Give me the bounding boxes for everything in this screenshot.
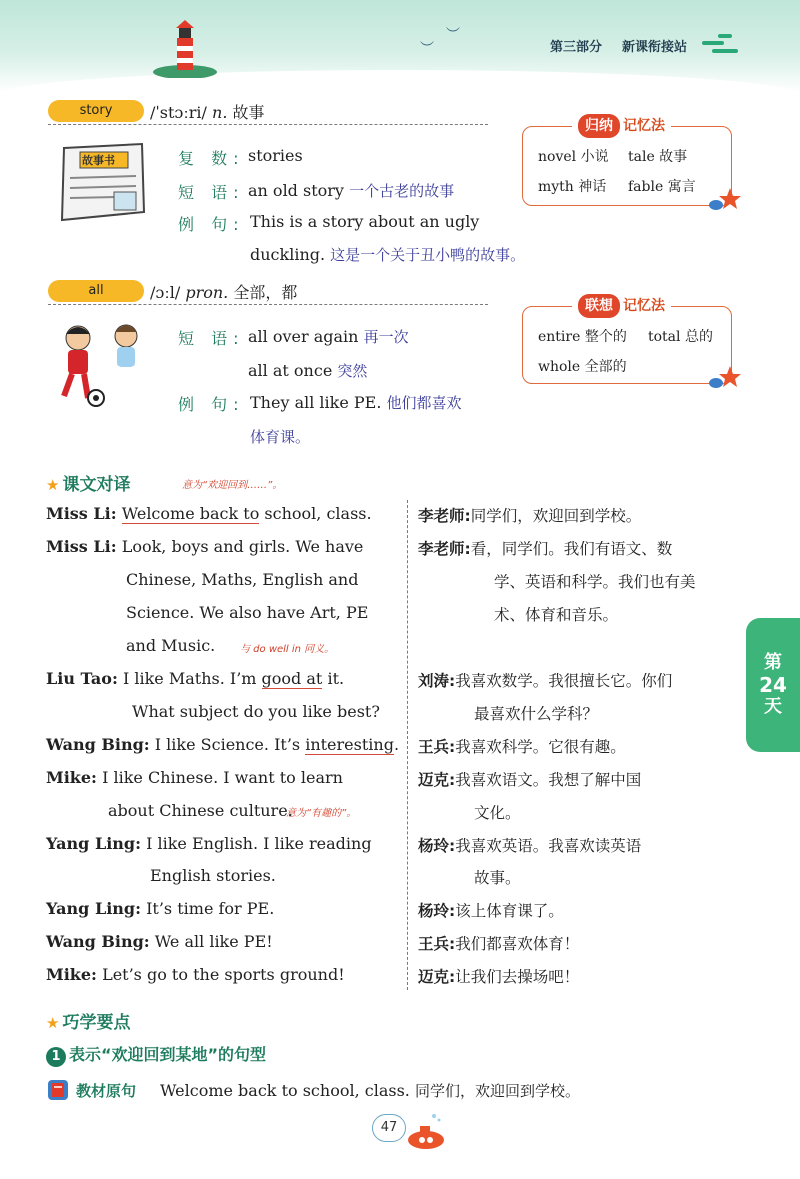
section-heading-dialogue: ★ 课文对译: [46, 475, 131, 495]
star-decoration-icon: [708, 364, 742, 390]
dialogue-line: Yang Ling: It’s time for PE.: [46, 899, 275, 918]
header-wave: [0, 70, 800, 100]
dialogue-line: and Music.: [126, 636, 216, 655]
textbook-label: 教材原句: [76, 1082, 137, 1100]
translation-line: 术、体育和音乐。: [494, 606, 619, 624]
kids-football-image: [48, 320, 160, 412]
dialogue-line: English stories.: [150, 866, 276, 885]
dialogue-line: What subject do you like best?: [132, 702, 380, 721]
translation-line: 迈克:我喜欢语文。我想了解中国: [418, 771, 642, 789]
translation-line: 杨玲:我喜欢英语。我喜欢读英语: [418, 837, 642, 855]
label-phrase: 短 语:: [178, 329, 245, 348]
dialogue-line: Wang Bing: I like Science. It’s interesting.: [46, 735, 400, 754]
label-phrase: 短 语:: [178, 183, 245, 202]
memory-item: tale 故事: [628, 149, 688, 165]
all-phrase1: all over again 再一次: [248, 327, 409, 346]
memory-item: fable 寓言: [628, 179, 696, 195]
point-title: 1 表示“欢迎回到某地”的句型: [46, 1042, 266, 1067]
star-icon: ★: [46, 1014, 60, 1032]
translation-line: 故事。: [474, 869, 521, 887]
label-plural: 复 数:: [178, 149, 245, 168]
column-divider: [407, 500, 408, 990]
all-example-cont: 体育课。: [250, 428, 311, 446]
story-phrase: an old story 一个古老的故事: [248, 181, 455, 200]
annotation-note: 意为“有趣的”。: [286, 808, 357, 819]
translation-line: 文化。: [474, 804, 521, 822]
textbook-sentence: Welcome back to school, class. 同学们，欢迎回到学校。: [160, 1081, 580, 1100]
label-example: 例 句:: [178, 215, 245, 234]
header-part: 第三部分: [550, 40, 603, 55]
label-example: 例 句:: [178, 395, 245, 414]
dialogue-line: Science. We also have Art, PE: [126, 603, 369, 622]
dialogue-line: about Chinese culture.: [108, 801, 293, 820]
divider: [48, 304, 488, 305]
all-phonetic: /ɔːl/ pron. 全部，都: [150, 283, 298, 302]
all-phrase2: all at once 突然: [248, 361, 368, 380]
memory-item: total 总的: [648, 329, 713, 345]
header-logo-icon: [702, 32, 738, 56]
bird-icon: ︶: [446, 27, 460, 43]
page-header: [0, 0, 800, 92]
memory-tag-all: 联想 记忆法: [572, 294, 671, 318]
divider: [48, 124, 488, 125]
memory-item: whole 全部的: [538, 359, 627, 375]
story-phonetic: /ˈstɔːri/ n. 故事: [150, 103, 265, 122]
side-tab-line: 第: [764, 652, 782, 673]
bird-icon: ︶: [420, 41, 434, 57]
translation-line: 王兵:我喜欢科学。它很有趣。: [418, 738, 626, 756]
memory-item: novel 小说: [538, 149, 609, 165]
storybook-label: 故事书: [82, 154, 115, 167]
translation-line: 李老师:看，同学们。我们有语文、数: [418, 540, 673, 558]
story-plural: stories: [248, 146, 303, 165]
translation-line: 杨玲:该上体育课了。: [418, 902, 564, 920]
translation-line: 王兵:我们都喜欢体育！: [418, 935, 580, 953]
translation-line: 刘涛:我喜欢数学。我很擅长它。你们: [418, 672, 673, 690]
annotation-note: 与 do well in 同义。: [240, 644, 335, 655]
dialogue-line: Yang Ling: I like English. I like reading: [46, 834, 372, 853]
translation-line: 学、英语和科学。我们也有美: [494, 573, 696, 591]
dialogue-line: Wang Bing: We all like PE!: [46, 932, 273, 951]
textbook-icon: [46, 1078, 70, 1102]
dialogue-line: Mike: Let’s go to the sports ground!: [46, 965, 345, 984]
word-pill-all: all: [48, 280, 144, 302]
dialogue-line: Miss Li: Look, boys and girls. We have: [46, 537, 364, 556]
submarine-icon: [396, 1110, 446, 1152]
side-tab-day: 24: [759, 673, 787, 697]
annotation-note: 意为“欢迎回到……”。: [182, 480, 283, 491]
memory-tag-story: 归纳 记忆法: [572, 114, 671, 138]
day-side-tab: [746, 618, 800, 752]
dialogue-line: Chinese, Maths, English and: [126, 570, 359, 589]
memory-item: myth 神话: [538, 179, 607, 195]
translation-line: 李老师:同学们，欢迎回到学校。: [418, 507, 642, 525]
section-heading-points: ★ 巧学要点: [46, 1013, 131, 1033]
translation-line: 最喜欢什么学科？: [474, 705, 599, 723]
side-tab-line: 天: [764, 696, 782, 717]
word-pill-story: story: [48, 100, 144, 122]
star-decoration-icon: [708, 186, 742, 212]
story-example-line2: duckling. 这是一个关于丑小鸭的故事。: [250, 245, 526, 264]
memory-item: entire 整个的: [538, 329, 627, 345]
star-icon: ★: [46, 476, 60, 494]
translation-line: 迈克:让我们去操场吧！: [418, 968, 580, 986]
lighthouse-icon: [150, 18, 220, 78]
story-example-line1: This is a story about an ugly: [250, 212, 480, 231]
page-number: 47: [372, 1114, 406, 1142]
dialogue-line: Miss Li: Welcome back to school, class.: [46, 504, 372, 523]
dialogue-line: Mike: I like Chinese. I want to learn: [46, 768, 343, 787]
all-example: They all like PE. 他们都喜欢: [250, 393, 462, 412]
header-title: 新课衔接站: [622, 40, 688, 55]
dialogue-line: Liu Tao: I like Maths. I’m good at it.: [46, 669, 345, 688]
